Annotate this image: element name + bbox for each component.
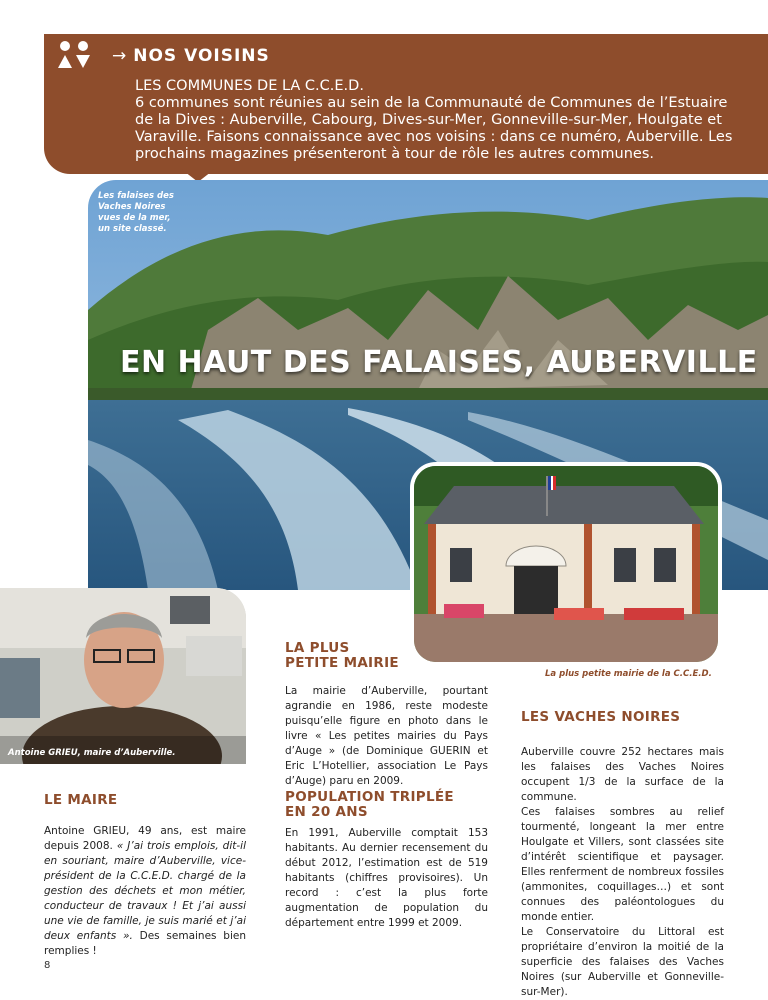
vaches-noires-p1: Auberville couvre 252 hectares mais les falaises des Vaches Noires occupent 1/3 de la surface de la commune. xyxy=(521,746,724,803)
header-title: LES COMMUNES DE LA C.C.E.D. xyxy=(135,78,364,94)
vaches-noires-p2: Ces falaises sombres au relief tourmenté, longeant la mer entre Houlgate et Villers, sont classées site d’intérêt scientifique et paysager. Elles renferment de nombreux fossiles (ammonites, coquillages…) et sont connues des paléontologues du monde entier. xyxy=(521,806,724,923)
petite-mairie-body: La mairie d’Auberville, pourtant agrandie en 1986, reste modeste puisqu’elle figure en photo dans le livre « Les petites mairies du Pays d’Auge » (de Dominique GUERIN et Eric L’Hotellier, association Le Pays d’Auge) paru en 2009. xyxy=(285,685,488,787)
le-maire-body-start: Antoine GRIEU, 49 ans, est maire depuis 2008. xyxy=(44,825,246,852)
vaches-noires-p3: Le Conservatoire du Littoral est propriétaire d’environ la moitié de la superficie des falaises des Vaches Noires (sur Auberville et Gonneville-sur-Mer). xyxy=(521,926,724,998)
header-intro xyxy=(135,78,735,163)
le-maire-quote: « J’ai trois emplois, dit-il en souriant, maire d’Auberville, vice-président de la C.C.E.D. chargé de la gestion des déchets et mon métier, conducteur de travaux ! Et j’ai aussi une vie de famille, je suis marié et j’ai deux enfants ». xyxy=(44,840,246,942)
page-number: 8 xyxy=(44,960,51,971)
population-body: En 1991, Auberville comptait 153 habitants. Au dernier recensement du début 2012, l’estimation est de 519 habitants (chiffres provisoires). Un record : c’est la plus forte augmentation de population du département entre 1999 et 2009. xyxy=(285,827,488,929)
section-title-population-line1: POPULATION TRIPLÉE xyxy=(285,789,454,805)
section-title-vaches-noires: LES VACHES NOIRES xyxy=(521,709,681,725)
cliffs-photo-caption: Les falaises des Vaches Noires vues de la mer, un site classé. xyxy=(98,191,174,234)
section-title-population xyxy=(285,790,454,820)
le-maire-body xyxy=(44,824,246,959)
mairie-photo xyxy=(410,462,722,666)
page-headline: EN HAUT DES FALAISES, AUBERVILLE xyxy=(120,345,758,380)
section-title-petite-mairie-line2: PETITE MAIRIE xyxy=(285,655,399,671)
section-label-text: NOS VOISINS xyxy=(133,46,270,66)
section-title-petite-mairie xyxy=(285,641,399,671)
section-label xyxy=(112,46,270,66)
section-title-population-line2: EN 20 ANS xyxy=(285,804,368,820)
section-title-le-maire: LE MAIRE xyxy=(44,792,118,808)
shapes-logo-icon xyxy=(56,40,96,70)
section-title-petite-mairie-line1: LA PLUS xyxy=(285,640,350,656)
mayor-photo-caption: Antoine GRIEU, maire d’Auberville. xyxy=(8,748,176,758)
header-intro-text: 6 communes sont réunies au sein de la Communauté de Communes de l’Estuaire de la Dives : Auberville, Cabourg, Dives-sur-Mer, Gonneville-sur-Mer, Houlgate et Varaville. Faisons connaissance avec nos voisins : dans ce numéro, Auberville. Les prochains magazines présenteront à tour de rôle les autres communes. xyxy=(135,95,733,162)
arrow-icon: → xyxy=(112,46,128,66)
mayor-photo xyxy=(0,588,246,764)
le-maire-body-end: Des semaines bien remplies ! xyxy=(44,930,246,957)
vaches-noires-body xyxy=(521,745,724,1000)
mairie-photo-caption: La plus petite mairie de la C.C.E.D. xyxy=(545,669,712,679)
